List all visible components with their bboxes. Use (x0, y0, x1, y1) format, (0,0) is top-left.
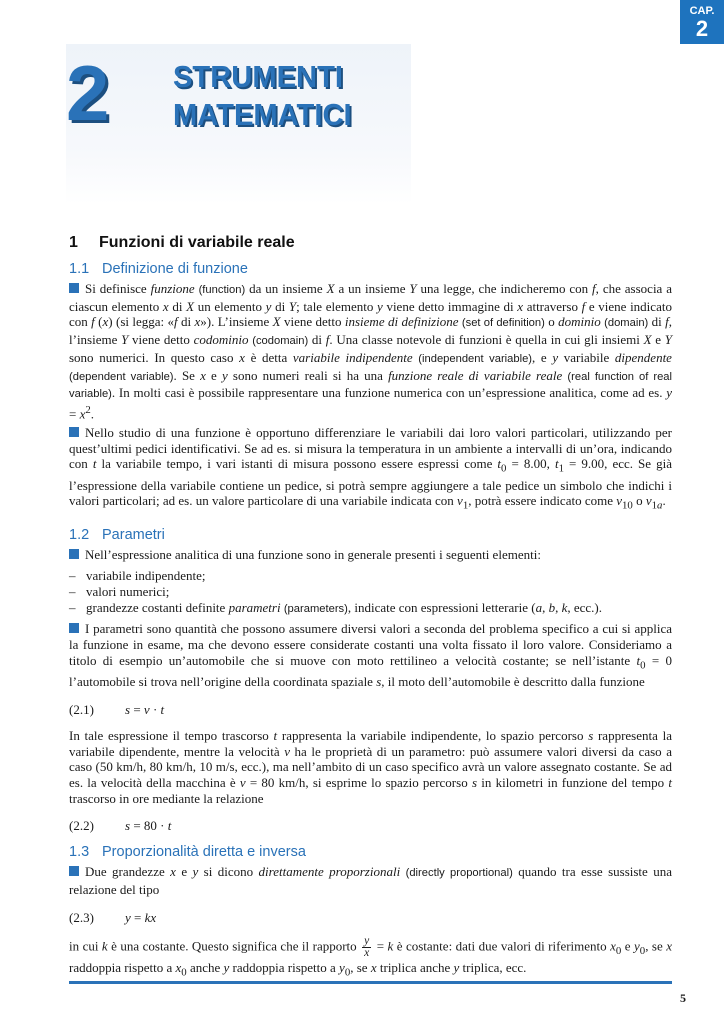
subsection-heading: 1.1 Definizione di funzione (69, 261, 248, 277)
list-item: – grandezze costanti definite parametri (parameters), indicate con espressioni letterarie (a, b, k, ecc.). (69, 600, 672, 618)
chapter-title-line-2: MATEMATICI (173, 97, 352, 132)
paragraph: I parametri sono quantità che possono assumere diversi valori a seconda del problema specifico a cui si applica la funzione in esame, ma che devono essere considerate costanti una volta fissato il loro valore. Consideriamo a titolo di esempio un’automobile che si muove con moto rettilineo a velocità costante; se nell’istante $t_0 = 0$ l’automobile si trova nell’origine della coordinata spaziale s, il moto dell’automobile è descritto dalla funzione (69, 621, 672, 690)
paragraph: Nello studio di una funzione è opportuno differenziare le variabili dai loro valori particolari, utilizzando per quest’ultimi pedici identificativi. Se ad es. si misura la temperatura in un ambiente a intervalli di un’ora, indicando con t la variabile tempo, i vari istanti di misura possono essere espressi come $t_0 = 8.00$, $t_1 = 9.00$, ecc. Se già l’espressione della variabile contiene un pedice, si potrà sempre aggiungere a tale pedice un simbolo che indichi i valori particolari; ad es. un valore particolare di una variabile indicata con $v_1$, potrà essere indicato come $v_{10}$ o $v_{1a}$. (69, 424, 672, 512)
equation-number: (2.1) (69, 701, 94, 717)
section-heading: 1 Funzioni di variabile reale (69, 234, 295, 251)
chapter-title-line-1: STRUMENTI (173, 59, 343, 94)
subsection-heading: 1.3 Proporzionalità diretta e inversa (69, 844, 306, 861)
page-body (69, 234, 672, 984)
paragraph: In tale espressione il tempo trascorso t rappresenta la variabile indipendente, lo spazio percorso s rappresenta la variabile dipendente, mentre la velocità v ha le proprietà di un parametro: può assumere valori diversi da caso a caso (50 km/h, 80 km/h, 10 m/s, ecc.), ma nell’ambito di un caso specifico avrà un valore assegnato costante. Se ad es. la velocità della macchina è v = 80 km/h, si esprime lo spazio percorso s in kilometri in funzione del tempo t trascorso in ore mediante la relazione (69, 727, 672, 806)
paragraph: Due grandezze x e y si dicono direttamente proporzionali (directly proportional) quando tra esse sussiste una relazione del tipo (69, 864, 672, 898)
chapter-tab-number: 2 (695, 16, 709, 41)
chapter-number: 2 (66, 49, 110, 137)
equation-number: (2.3) (69, 909, 94, 925)
bullet-square-icon (69, 623, 79, 633)
list-item: – variabile indipendente; (69, 568, 672, 584)
paragraph: Si definisce funzione (function) da un insieme X a un insieme Y una legge, che indicheremo con f, che associa a ciascun elemento x di X un elemento y di Y; tale elemento y viene detto immagine di x attraverso f e viene indicato con f (x) (si legga: «f di x»). L’insieme X viene detto insieme di definizione (set of definition) o dominio (domain) di f, l’insieme Y viene detto codominio (codomain) di f. Una classe notevole di funzioni è quella in cui gli insiemi X e Y sono numerici. In questo caso x è detta variabile indipendente (independent variable), e y variabile dipendente (dependent variable). Se x e y sono numeri reali si ha una funzione reale di variabile reale (real function of real variable). In molti casi è possibile rappresentare una funzione numerica con un’espressione analitica, come ad es. $y = x^2$. (69, 281, 673, 422)
bullet-square-icon (69, 549, 79, 559)
bullet-square-icon (69, 427, 79, 437)
paragraph: Nell’espressione analitica di una funzione sono in generale presenti i seguenti elementi: (69, 547, 672, 563)
chapter-title (173, 58, 352, 134)
equation-2-3: (2.3) y = kx (69, 909, 157, 925)
equation-number: (2.2) (69, 818, 94, 834)
bullet-square-icon (69, 283, 79, 293)
bullet-square-icon (69, 866, 79, 876)
page-number: 5 (680, 991, 686, 1005)
chapter-tab (680, 0, 724, 44)
footer-rule (69, 981, 672, 984)
ratio-fraction: $\frac{y}{x}$ (364, 934, 370, 959)
paragraph: in cui k è una costante. Questo significa che il rapporto $\frac{y}{x}$ = k è costante: dati due valori di riferimento $x_0$ e $y_0$, se x raddoppia rispetto a $x_0$ anche y raddoppia rispetto a $y_0$, se x triplica anche y triplica, ecc. (69, 934, 672, 979)
equation-2-1: (2.1) s = v · t (69, 701, 165, 717)
equation-2-2: (2.2) s = 80 · t (69, 818, 172, 834)
list-item: – valori numerici; (69, 584, 672, 600)
subsection-heading: 1.2 Parametri (69, 526, 165, 543)
chapter-tab-label: CAP. (689, 5, 715, 17)
element-list (69, 568, 672, 617)
